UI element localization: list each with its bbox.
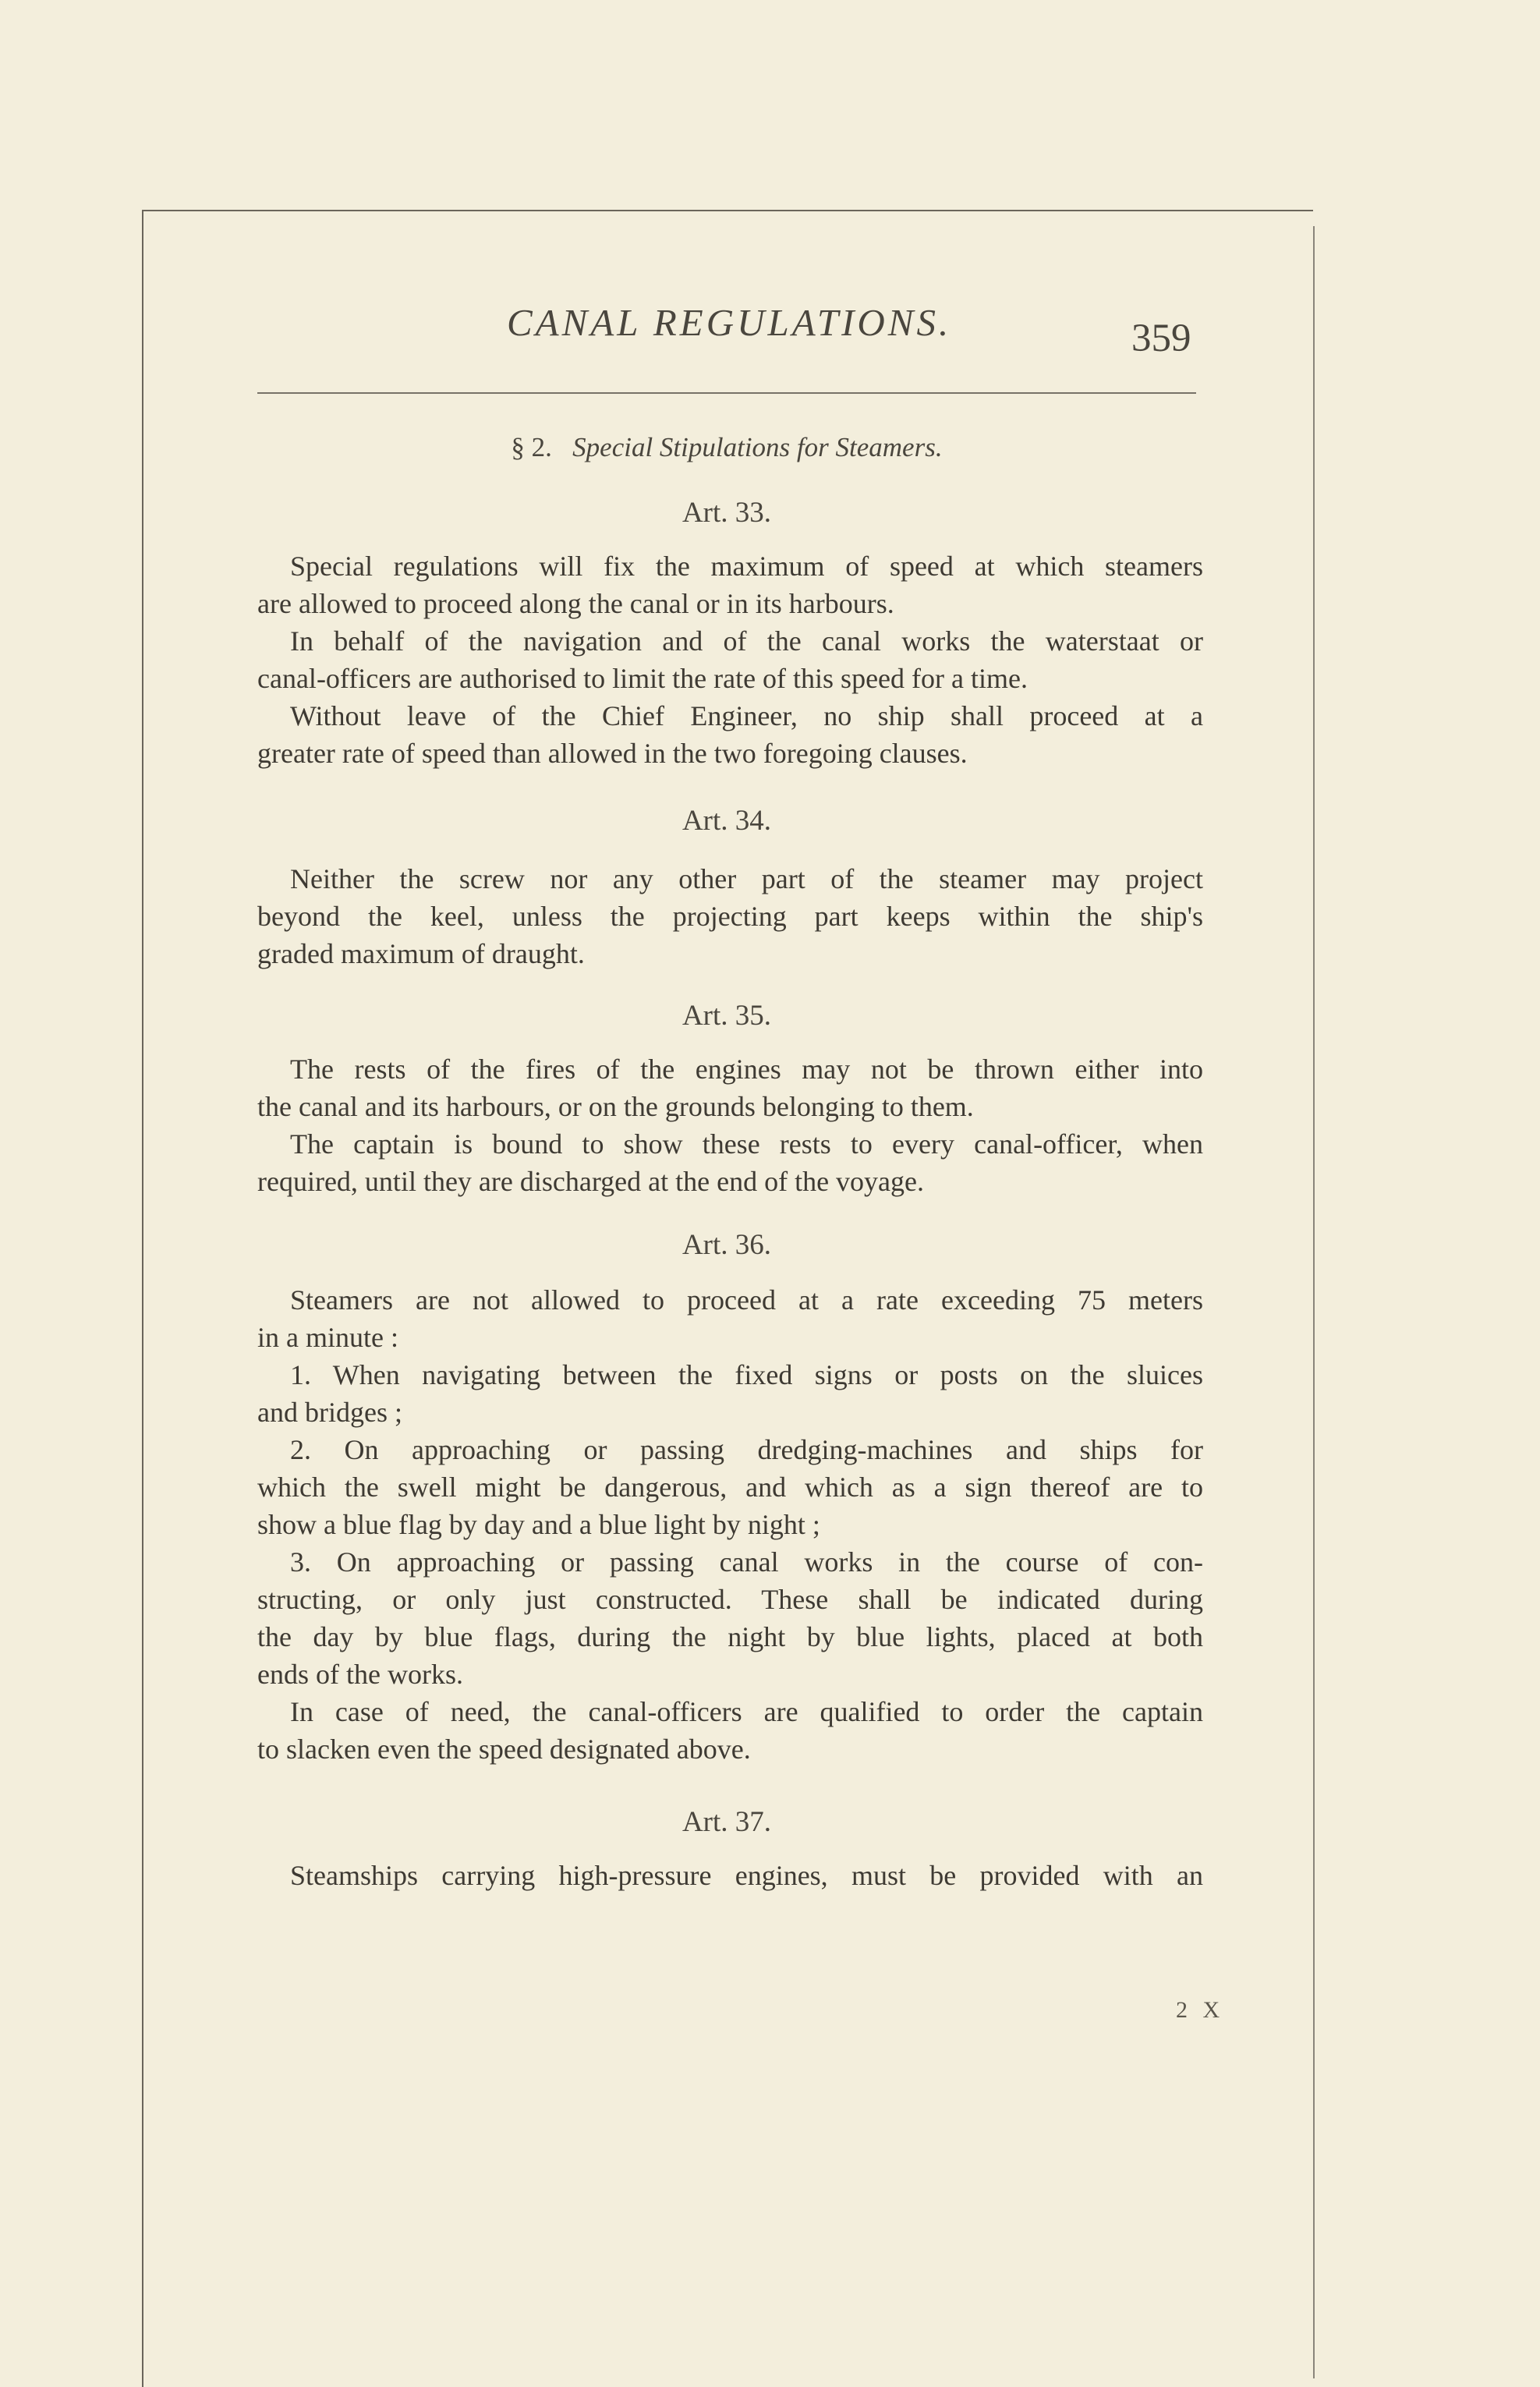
text-line: required, until they are discharged at the end of the voyage. [257, 1166, 925, 1197]
running-title: CANAL REGULATIONS. [507, 301, 952, 344]
text-line: Steamships carrying high-pressure engines, must be provided with an [290, 1860, 1203, 1891]
text-line: 1. When navigating between the fixed signs or posts on the sluices [290, 1359, 1203, 1390]
article-body [257, 1050, 1203, 1200]
signature-mark: 2 X [1176, 1997, 1225, 2023]
text-line: Special regulations will fix the maximum of speed at which steamers [290, 551, 1203, 582]
text-line: are allowed to proceed along the canal or in its harbours. [257, 588, 894, 619]
header-rule [257, 392, 1196, 394]
frame-top-rule [142, 210, 1313, 211]
article-body [257, 1281, 1203, 1768]
text-line: in a minute : [257, 1322, 398, 1353]
text-line: The rests of the fires of the engines may not be thrown either into [290, 1054, 1203, 1085]
article-heading: Art. 33. [681, 497, 772, 529]
text-line: which the swell might be dangerous, and which as a sign thereof are to [257, 1472, 1203, 1503]
text-line: show a blue flag by day and a blue light by night ; [257, 1509, 820, 1540]
text-line: 2. On approaching or passing dredging-machines and ships for [290, 1434, 1203, 1465]
running-head [257, 300, 1193, 363]
text-line: and bridges ; [257, 1397, 402, 1428]
frame-left-rule [142, 210, 143, 2387]
article-body [257, 1857, 1203, 1894]
text-line: Without leave of the Chief Engineer, no ship shall proceed at a [290, 700, 1203, 731]
text-line: structing, or only just constructed. These shall be indicated during [257, 1584, 1203, 1615]
text-line: 3. On approaching or passing canal works in the course of con- [290, 1546, 1203, 1578]
text-line: ends of the works. [257, 1659, 463, 1690]
text-line: the canal and its harbours, or on the grounds belonging to them. [257, 1091, 974, 1122]
page-number: 359 [1131, 317, 1191, 360]
article-heading: Art. 35. [681, 1000, 772, 1032]
text-line: greater rate of speed than allowed in the two foregoing clauses. [257, 738, 968, 769]
text-line: graded maximum of draught. [257, 938, 585, 969]
article-heading: Art. 37. [681, 1806, 772, 1838]
section-heading [257, 432, 1196, 463]
article-body [257, 547, 1203, 772]
text-line: canal-officers are authorised to limit the rate of this speed for a time. [257, 663, 1028, 694]
text-line: The captain is bound to show these rests to every canal-officer, when [290, 1128, 1203, 1160]
text-line: In case of need, the canal-officers are qualified to order the captain [290, 1696, 1203, 1727]
text-line: to slacken even the speed designated above. [257, 1734, 751, 1765]
frame-right-rule [1313, 226, 1315, 2378]
text-line: Neither the screw nor any other part of the steamer may project [290, 863, 1203, 894]
section-title: Special Stipulations for Steamers. [572, 432, 943, 462]
article-heading: Art. 36. [681, 1229, 772, 1261]
text-line: the day by blue flags, during the night by blue lights, placed at both [257, 1621, 1203, 1652]
article-heading: Art. 34. [681, 805, 772, 837]
text-line: beyond the keel, unless the projecting part keeps within the ship's [257, 901, 1203, 932]
article-body [257, 860, 1203, 972]
section-number: § 2. [511, 432, 552, 462]
text-line: In behalf of the navigation and of the canal works the waterstaat or [290, 625, 1203, 657]
text-line: Steamers are not allowed to proceed at a rate exceeding 75 meters [290, 1284, 1203, 1316]
